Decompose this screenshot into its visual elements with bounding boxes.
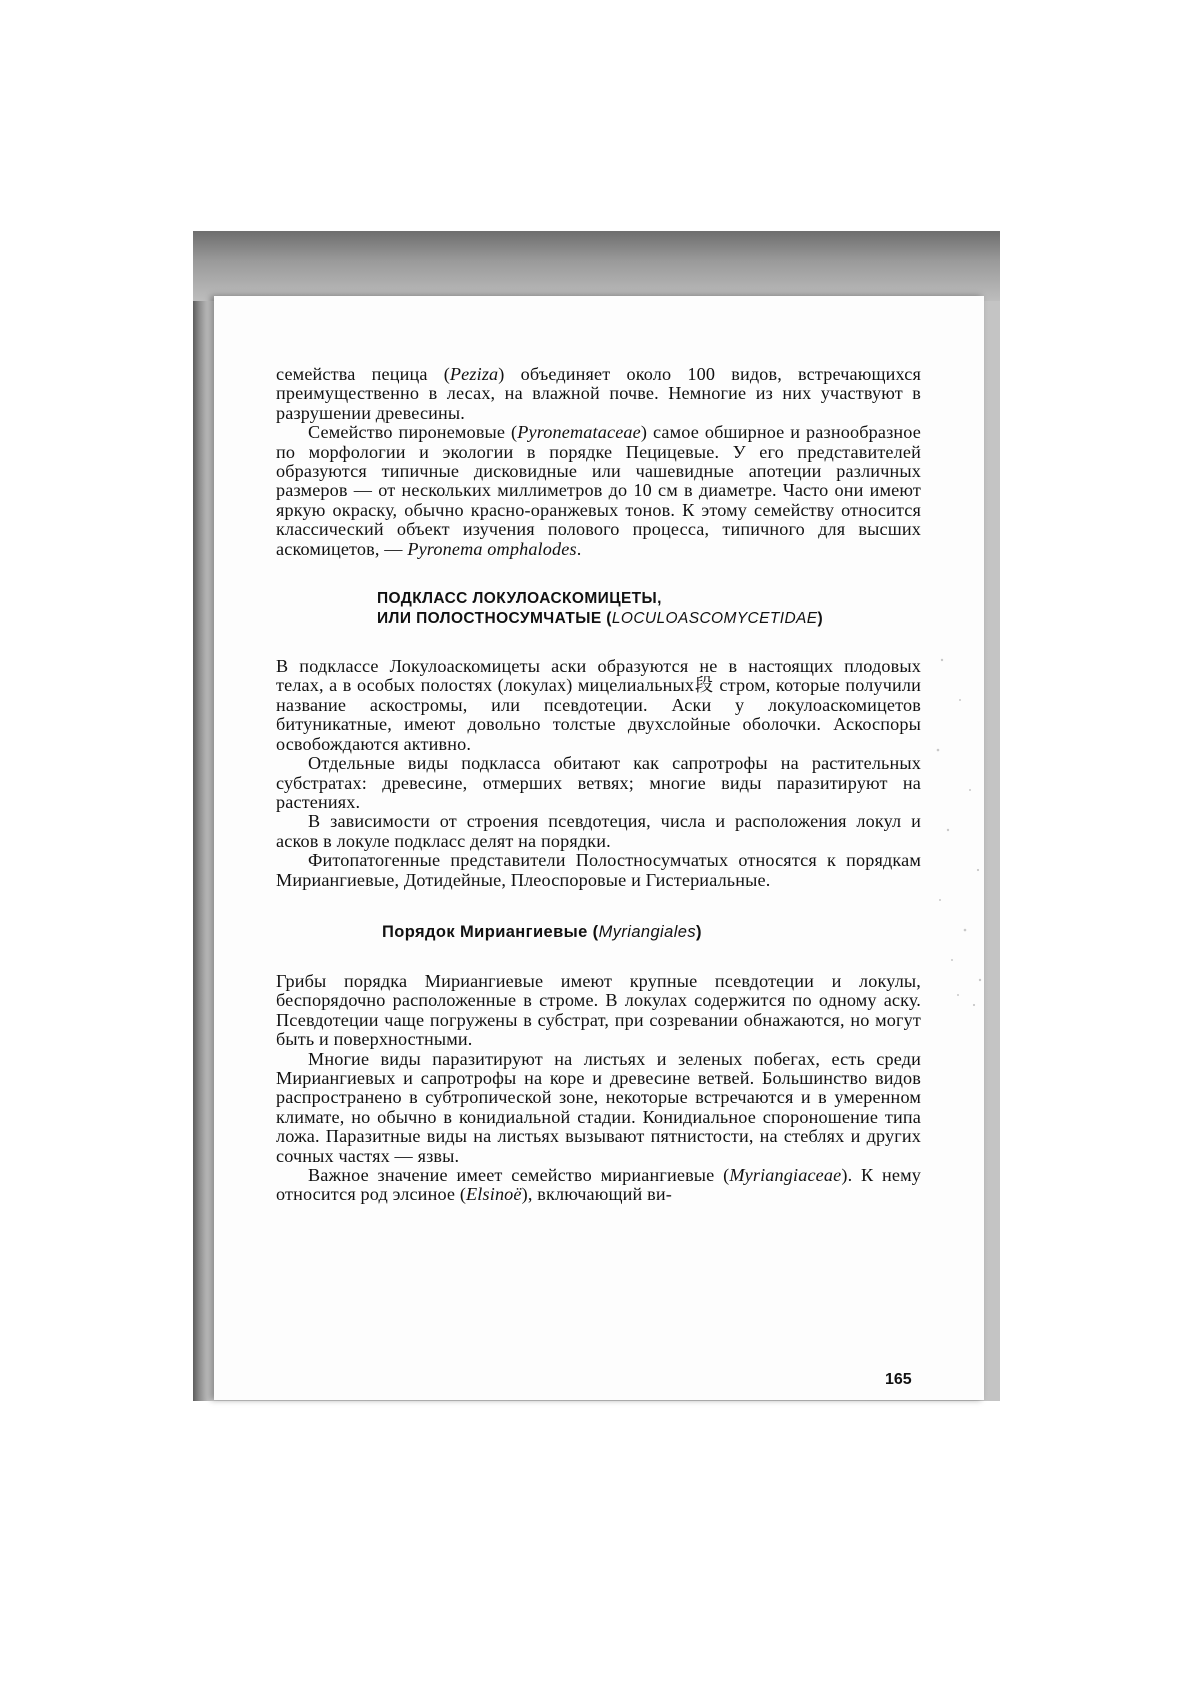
subclass-heading-latin: LOCULOASCOMYCETIDAE (611, 610, 818, 628)
page-text (276, 365, 921, 1205)
text-run: Семейство пиронемовые ( (308, 422, 518, 443)
text-run: В зависимости от строения псевдотеция, числа и расположения локул и асков в локуле подкласс делят на порядки. (276, 811, 921, 851)
subclass-heading (377, 589, 921, 629)
paragraph (276, 1166, 921, 1205)
paragraph (276, 754, 921, 812)
paragraph (276, 851, 921, 890)
text-run: ) объединяет около 100 видов, встречающихся преимущественно в лесах, на влажной почве. Немногие из них участвуют в разрушении древесины. (276, 364, 921, 423)
text-run: В подклассе Локулоаскомицеты аски образуются не в настоящих плодовых телах, а в особых полостях (локулах) мицелиальных段 стром, которые получили название аскостромы, или псевдотеции. Аски у локулоаскомицетов битуникатные, имеют довольно толстые двухслойные оболочки. Аскоспоры освобождаются активно. (276, 656, 921, 754)
text-run: ). К нему относится род элсиное ( (276, 1165, 922, 1205)
paragraph (276, 972, 921, 1050)
latin-term: Elsinoë (466, 1184, 522, 1205)
subclass-heading-line2: ИЛИ ПОЛОСТНОСУМЧАТЫЕ (LOCULOASCOMYCETIDAE) (377, 610, 824, 628)
text-run: Многие виды паразитируют на листьях и зеленых побегах, есть среди Мириангиевых и сапротрофы на коре и древесине ветвей. Большинство видов распространено в субтропической зоне, некоторые встречаются и в умеренном климате, но обычно в конидиальной стадии. Конидиальное спороношение типа ложа. Паразитные виды на листьях вызывают пятнистости, на стеблях и других сочных частях — язвы. (276, 1048, 921, 1166)
scan-speckles (930, 640, 990, 1020)
section-order (276, 972, 921, 1205)
text-run: ), включающий ви- (521, 1184, 672, 1205)
text-run: Грибы порядка Мириангиевые имеют крупные псевдотеции и локулы, беспорядочно расположенные в строме. В локулах содержится по одному аску. Псевдотеции чаще погружены в субстрат, при созревании обнажаются, но могут быть и поверхностными. (276, 970, 921, 1050)
paragraph (276, 1050, 921, 1166)
text-run: . (576, 538, 582, 559)
text-run: Важное значение имеет семейство мириангиевые ( (308, 1165, 730, 1185)
paragraph (276, 812, 921, 851)
scan-top-shadow (193, 231, 1000, 301)
latin-term: Myriangiaceae (729, 1165, 842, 1185)
latin-term: Pyronemataceae (517, 422, 641, 443)
paragraph (276, 365, 921, 423)
paragraph (276, 423, 921, 559)
order-heading-latin: Myriangiales (598, 922, 696, 941)
text-run: ) самое обширное и разнообразное по морфологии и экологии в порядке Пецицевые. У его представителей образуются типичные дисковидные или чашевидные апотеции различных размеров — от нескольких миллиметров до 10 см в диаметре. Часто они имеют яркую окраску, обычно красно-оранжевых тонов. К этому семейству относится классический объект изучения полового процесса, типичного для высших аскомицетов, — (276, 422, 921, 559)
latin-term: Peziza (449, 364, 499, 384)
paragraph (276, 657, 921, 754)
section-subclass (276, 657, 921, 890)
text-run: семейства пецица ( (276, 364, 450, 384)
section-intro (276, 365, 921, 559)
subclass-heading-line1: ПОДКЛАСС ЛОКУЛОАСКОМИЦЕТЫ, (377, 590, 662, 608)
order-heading: Порядок Мириангиевые (Myriangiales) (382, 922, 702, 941)
latin-term: Pyronema omphalodes (407, 538, 577, 559)
text-run: Фитопатогенные представители Полостносумчатых относятся к порядкам Мириангиевые, Дотидейные, Плеоспоровые и Гистериальные. (276, 850, 921, 890)
text-run: Отдельные виды подкласса обитают как сапротрофы на растительных субстратах: древесине, отмерших ветвях; многие виды паразитируют на растениях. (276, 753, 921, 812)
page-number: 165 (885, 1371, 912, 1388)
